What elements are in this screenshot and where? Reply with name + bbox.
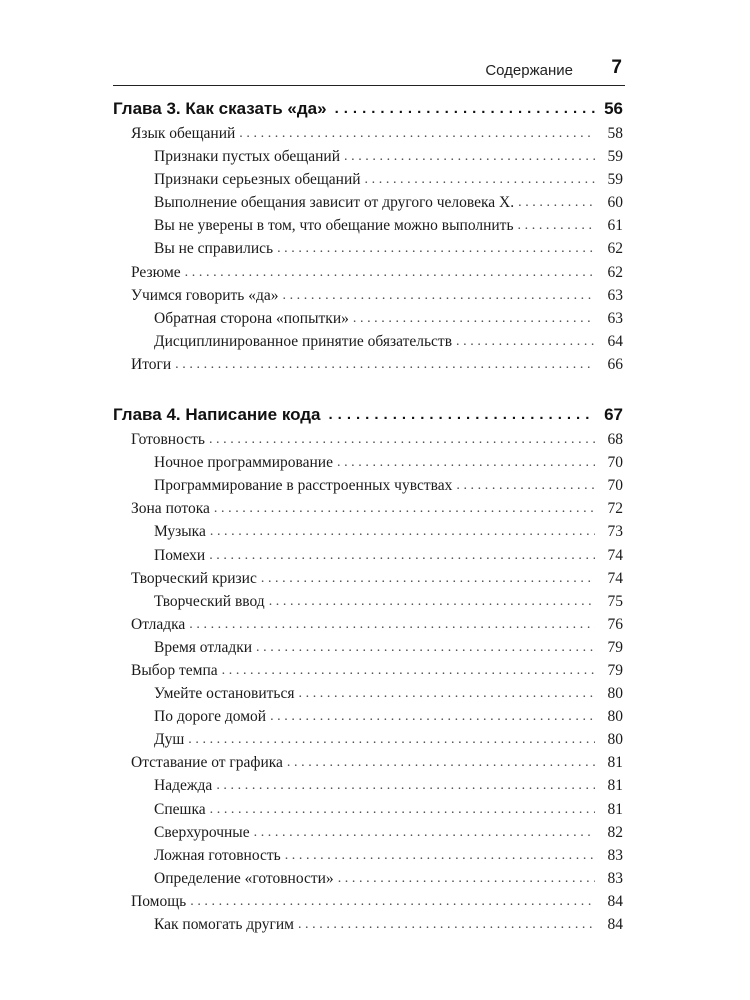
toc-subentry[interactable] xyxy=(113,916,623,939)
chapter-title: Глава 3. Как сказать «да» xyxy=(113,99,327,118)
entry-title: Программирование в расстроенных чувствах xyxy=(154,477,453,495)
toc-subentry[interactable] xyxy=(113,824,623,847)
entry-title: По дороге домой xyxy=(154,708,267,726)
entry-page: 70 xyxy=(607,477,623,495)
dot-leader xyxy=(209,548,595,564)
dot-leader xyxy=(287,755,595,771)
toc-subentry[interactable] xyxy=(113,593,623,616)
entry-title: Дисциплинированное принятие обязательств xyxy=(154,332,453,350)
entry-title: Выбор темпа xyxy=(131,661,218,679)
dot-leader xyxy=(210,524,595,540)
entry-page: 75 xyxy=(607,592,623,610)
page-number: 7 xyxy=(611,57,622,78)
toc-entry[interactable] xyxy=(113,570,623,593)
entry-title: Готовность xyxy=(131,431,205,449)
running-header-title: Содержание xyxy=(485,62,573,79)
dot-leader xyxy=(338,871,595,887)
entry-title: Язык обещаний xyxy=(131,125,236,142)
toc-entry[interactable] xyxy=(113,125,623,148)
entry-title: Зона потока xyxy=(131,500,210,518)
entry-title: Творческий кризис xyxy=(131,569,257,587)
toc-subentry[interactable] xyxy=(113,477,623,500)
entry-page: 83 xyxy=(607,846,623,864)
entry-title: Время отладки xyxy=(154,638,253,656)
entry-page: 63 xyxy=(607,309,623,327)
entry-page: 68 xyxy=(607,431,623,449)
dot-leader xyxy=(299,686,596,702)
dot-leader xyxy=(277,241,595,257)
entry-page: 83 xyxy=(607,869,623,887)
entry-title: Выполнение обещания зависит от другого человека Х. xyxy=(154,194,515,212)
toc-subentry[interactable] xyxy=(113,310,623,333)
toc-entry[interactable] xyxy=(113,893,623,916)
entry-page: 74 xyxy=(607,546,623,564)
dot-leader xyxy=(285,848,595,864)
dot-leader xyxy=(270,709,595,725)
entry-page: 84 xyxy=(607,916,623,933)
entry-title: Ложная готовность xyxy=(154,846,281,864)
toc-entry[interactable] xyxy=(113,356,623,379)
entry-page: 62 xyxy=(607,263,623,281)
toc-subentry[interactable] xyxy=(113,777,623,800)
entry-title: Спешка xyxy=(154,800,206,818)
dot-leader xyxy=(337,455,595,471)
toc-subentry[interactable] xyxy=(113,148,623,171)
dot-leader xyxy=(210,802,595,818)
entry-title: Ночное программирование xyxy=(154,454,333,472)
toc-chapter-heading[interactable] xyxy=(113,99,623,125)
dot-leader xyxy=(214,501,595,517)
toc-entry[interactable] xyxy=(113,264,623,287)
entry-page: 73 xyxy=(607,523,623,541)
toc-subentry[interactable] xyxy=(113,333,623,356)
toc-subentry[interactable] xyxy=(113,217,623,240)
entry-page: 79 xyxy=(607,638,623,656)
entry-title: Помощь xyxy=(131,892,187,910)
entry-title: Признаки пустых обещаний xyxy=(154,148,340,166)
entry-title: Музыка xyxy=(154,523,206,541)
entry-title: Определение «готовности» xyxy=(154,869,334,887)
entry-title: Итоги xyxy=(131,355,172,373)
dot-leader xyxy=(344,149,595,165)
entry-title: Сверхурочные xyxy=(154,823,250,841)
toc-subentry[interactable] xyxy=(113,240,623,263)
dot-leader xyxy=(282,288,595,304)
entry-page: 63 xyxy=(607,286,623,304)
entry-title: Умейте остановиться xyxy=(154,685,295,703)
toc-subentry[interactable] xyxy=(113,639,623,662)
entry-title: Вы не справились xyxy=(154,240,274,258)
entry-title: Как помогать другим xyxy=(154,916,294,933)
entry-page: 80 xyxy=(607,731,623,749)
toc-entry[interactable] xyxy=(113,754,623,777)
toc-entry[interactable] xyxy=(113,500,623,523)
dot-leader xyxy=(254,825,595,841)
entry-page: 80 xyxy=(607,708,623,726)
entry-title: Учимся говорить «да» xyxy=(131,286,279,304)
entry-title: Признаки серьезных обещаний xyxy=(154,171,361,189)
dot-leader xyxy=(518,218,595,234)
entry-page: 60 xyxy=(607,194,623,212)
entry-page: 84 xyxy=(607,892,623,910)
entry-page: 61 xyxy=(607,217,623,235)
dot-leader xyxy=(456,334,595,350)
entry-page: 62 xyxy=(607,240,623,258)
toc-subentry[interactable] xyxy=(113,708,623,731)
entry-page: 81 xyxy=(607,800,623,818)
dot-leader xyxy=(239,126,595,142)
entry-title: Резюме xyxy=(131,263,181,281)
entry-page: 81 xyxy=(607,754,623,772)
dot-leader xyxy=(518,195,595,211)
dot-leader xyxy=(175,357,595,373)
entry-title: Помехи xyxy=(154,546,206,564)
entry-title: Отладка xyxy=(131,615,186,633)
chapter-title: Глава 4. Написание кода xyxy=(113,405,321,425)
entry-page: 66 xyxy=(607,355,623,373)
dot-leader xyxy=(456,478,595,494)
toc-subentry[interactable] xyxy=(113,454,623,477)
entry-page: 74 xyxy=(607,569,623,587)
dot-leader xyxy=(222,663,595,679)
chapter-page: 67 xyxy=(604,405,623,425)
toc-subentry[interactable] xyxy=(113,523,623,546)
dot-leader xyxy=(261,571,595,587)
entry-title: Обратная сторона «попытки» xyxy=(154,309,349,327)
entry-page: 80 xyxy=(607,685,623,703)
toc-subentry[interactable] xyxy=(113,847,623,870)
entry-page: 81 xyxy=(607,777,623,795)
entry-title: Творческий ввод xyxy=(154,592,265,610)
dot-leader xyxy=(269,594,595,610)
toc-subentry[interactable] xyxy=(113,685,623,708)
dot-leader xyxy=(365,172,595,188)
entry-page: 76 xyxy=(607,615,623,633)
toc-subentry[interactable] xyxy=(113,801,623,824)
toc-chapter-heading[interactable] xyxy=(113,405,623,431)
dot-leader xyxy=(189,617,595,633)
entry-page: 79 xyxy=(607,661,623,679)
entry-page: 59 xyxy=(607,171,623,189)
toc-subentry[interactable] xyxy=(113,171,623,194)
toc-entry[interactable] xyxy=(113,662,623,685)
toc-subentry[interactable] xyxy=(113,547,623,570)
dot-leader xyxy=(329,406,595,423)
dot-leader xyxy=(216,778,595,794)
toc-subentry[interactable] xyxy=(113,731,623,754)
toc-subentry[interactable] xyxy=(113,194,623,217)
table-of-contents xyxy=(113,97,623,939)
entry-page: 70 xyxy=(607,454,623,472)
dot-leader xyxy=(209,432,595,448)
dot-leader xyxy=(190,894,595,910)
dot-leader xyxy=(188,732,595,748)
entry-title: Вы не уверены в том, что обещание можно выполнить xyxy=(154,217,514,235)
page-header xyxy=(113,55,625,86)
entry-title: Надежда xyxy=(154,777,213,795)
dot-leader xyxy=(185,265,595,281)
entry-title: Отставание от графика xyxy=(131,754,283,772)
dot-leader xyxy=(335,100,595,117)
toc-entry[interactable] xyxy=(113,431,623,454)
entry-page: 59 xyxy=(607,148,623,166)
entry-page: 58 xyxy=(607,125,623,142)
entry-page: 72 xyxy=(607,500,623,518)
chapter-page: 56 xyxy=(604,99,623,118)
toc-entry[interactable] xyxy=(113,287,623,310)
dot-leader xyxy=(256,640,595,656)
dot-leader xyxy=(298,917,595,933)
toc-subentry[interactable] xyxy=(113,870,623,893)
toc-entry[interactable] xyxy=(113,616,623,639)
dot-leader xyxy=(353,311,595,327)
entry-page: 64 xyxy=(607,332,623,350)
entry-page: 82 xyxy=(607,823,623,841)
entry-title: Душ xyxy=(154,731,185,749)
